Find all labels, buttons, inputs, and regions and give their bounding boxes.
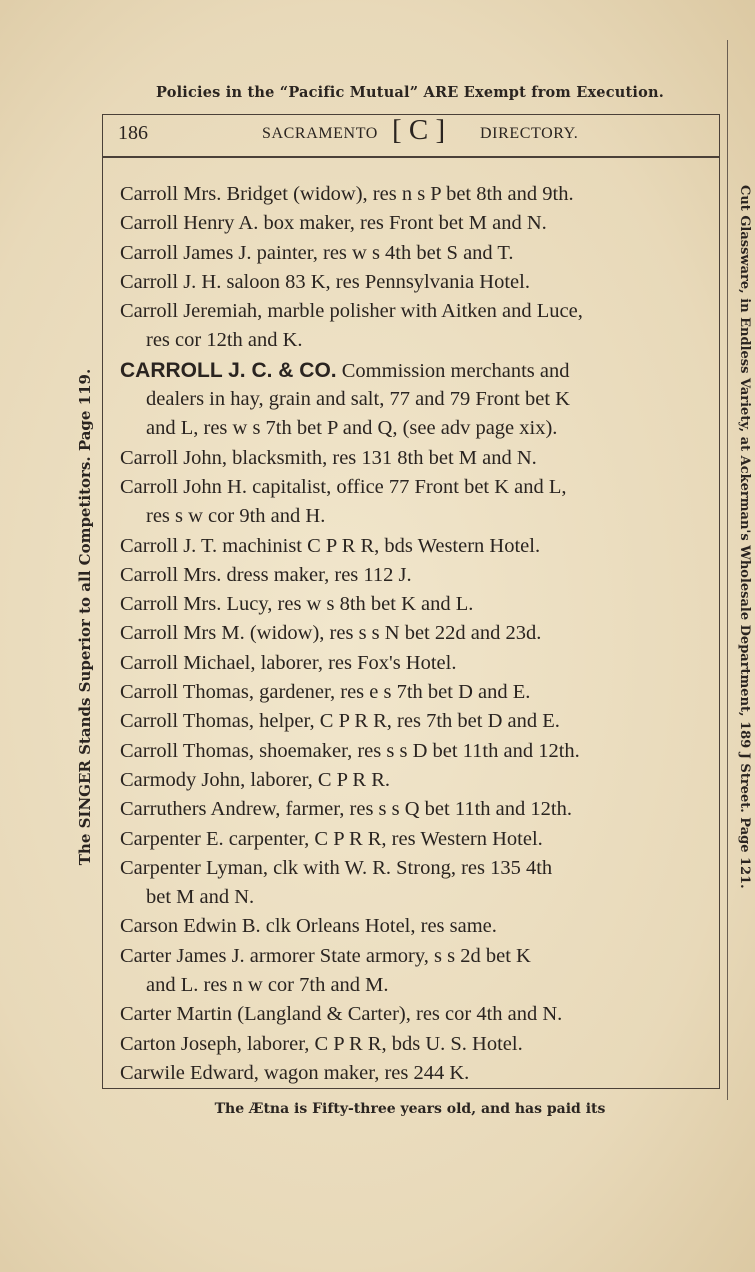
entry-text: Carroll Jeremiah, marble polisher with Aitken and Luce,	[120, 300, 583, 323]
entry-text: Carroll J. T. machinist C P R R, bds Western Hotel.	[120, 534, 541, 557]
left-advert-banner: The SINGER Stands Superior to all Competitors. Page 119.	[76, 368, 94, 866]
running-head-left: SACRAMENTO	[262, 125, 378, 142]
directory-entry	[120, 532, 720, 561]
entry-continuation-line	[120, 414, 720, 443]
entry-text: res s w cor 9th and H.	[146, 505, 326, 528]
directory-entry	[120, 942, 720, 971]
entry-text: Carter James J. armorer State armory, s s 2d bet K	[120, 944, 531, 967]
directory-entry	[120, 1000, 720, 1029]
directory-entry	[120, 707, 720, 736]
directory-entry	[120, 619, 720, 648]
page-number: 186	[118, 122, 148, 144]
directory-entry	[120, 1030, 720, 1059]
entry-text: Carroll Mrs. Lucy, res w s 8th bet K and L.	[120, 593, 474, 616]
directory-entry	[120, 180, 720, 209]
top-advert-banner: Policies in the “Pacific Mutual” ARE Exempt from Execution.	[156, 84, 664, 101]
entry-text: and L, res w s 7th bet P and Q, (see adv page xix).	[146, 417, 558, 440]
entry-text: res cor 12th and K.	[146, 329, 303, 352]
entry-text: Carroll Mrs. dress maker, res 112 J.	[120, 563, 412, 586]
directory-entries	[120, 180, 720, 1088]
section-letter: [ C ]	[392, 114, 446, 146]
entry-text: Carroll Thomas, shoemaker, res s s D bet 11th and 12th.	[120, 739, 580, 762]
entry-text: Carroll James J. painter, res w s 4th bet S and T.	[120, 241, 514, 264]
entry-text: Carroll Michael, laborer, res Fox's Hotel.	[120, 651, 457, 674]
directory-entry	[120, 766, 720, 795]
page-edge-rule	[727, 40, 728, 1100]
directory-entry	[120, 297, 720, 326]
entry-text: Carroll Thomas, helper, C P R R, res 7th bet D and E.	[120, 710, 560, 733]
entry-continuation-line	[120, 326, 720, 355]
entry-text: Carroll John, blacksmith, res 131 8th bet M and N.	[120, 446, 537, 469]
entry-text: Carpenter Lyman, clk with W. R. Strong, res 135 4th	[120, 856, 553, 879]
entry-text: and L. res n w cor 7th and M.	[146, 974, 389, 997]
entry-text: Carroll Mrs. Bridget (widow), res n s P bet 8th and 9th.	[120, 183, 574, 205]
directory-entry	[120, 209, 720, 238]
running-head-right: DIRECTORY.	[480, 125, 579, 142]
directory-entry	[120, 473, 720, 502]
entry-text: dealers in hay, grain and salt, 77 and 79 Front bet K	[146, 388, 570, 411]
directory-entry	[120, 825, 720, 854]
directory-entry	[120, 795, 720, 824]
entry-text: Carmody John, laborer, C P R R.	[120, 768, 391, 791]
entry-text: Carter Martin (Langland & Carter), res cor 4th and N.	[120, 1003, 563, 1026]
bottom-advert-banner: The Ætna is Fifty-three years old, and has paid its	[214, 1101, 606, 1117]
entry-text: bet M and N.	[146, 886, 255, 909]
entry-text: Carroll Thomas, gardener, res e s 7th bet D and E.	[120, 681, 531, 704]
entry-text: Carroll John H. capitalist, office 77 Front bet K and L,	[120, 475, 567, 498]
directory-entry	[120, 649, 720, 678]
entry-text: Commission merchants and	[336, 359, 570, 382]
header-rule	[102, 156, 720, 158]
entry-text: Carroll Henry A. box maker, res Front bet M and N.	[120, 212, 547, 235]
entry-text: Carwile Edward, wagon maker, res 244 K.	[120, 1061, 470, 1084]
entry-continuation-line	[120, 502, 720, 531]
entry-continuation-line	[120, 971, 720, 1000]
directory-entry	[120, 444, 720, 473]
directory-entry	[120, 1059, 720, 1088]
directory-entry	[120, 356, 720, 385]
directory-entry	[120, 912, 720, 941]
entry-continuation-line	[120, 385, 720, 414]
directory-entry	[120, 737, 720, 766]
directory-entry	[120, 854, 720, 883]
directory-entry	[120, 678, 720, 707]
entry-text: Carpenter E. carpenter, C P R R, res Western Hotel.	[120, 827, 543, 850]
entry-bold-name: CARROLL J. C. & CO.	[120, 358, 337, 382]
directory-entry	[120, 561, 720, 590]
entry-text: Carroll Mrs M. (widow), res s s N bet 22d and 23d.	[120, 622, 542, 645]
directory-entry	[120, 268, 720, 297]
entry-text: Carroll J. H. saloon 83 K, res Pennsylvania Hotel.	[120, 270, 530, 293]
entry-text: Carton Joseph, laborer, C P R R, bds U. S. Hotel.	[120, 1032, 523, 1055]
entry-text: Carson Edwin B. clk Orleans Hotel, res same.	[120, 915, 497, 938]
entry-continuation-line	[120, 883, 720, 912]
directory-entry	[120, 590, 720, 619]
entry-text: Carruthers Andrew, farmer, res s s Q bet 11th and 12th.	[120, 798, 572, 821]
directory-entry	[120, 239, 720, 268]
right-advert-banner: Cut Glassware, in Endless Variety, at Ackerman's Wholesale Department, 189 J Street. Page 121.	[737, 185, 752, 889]
